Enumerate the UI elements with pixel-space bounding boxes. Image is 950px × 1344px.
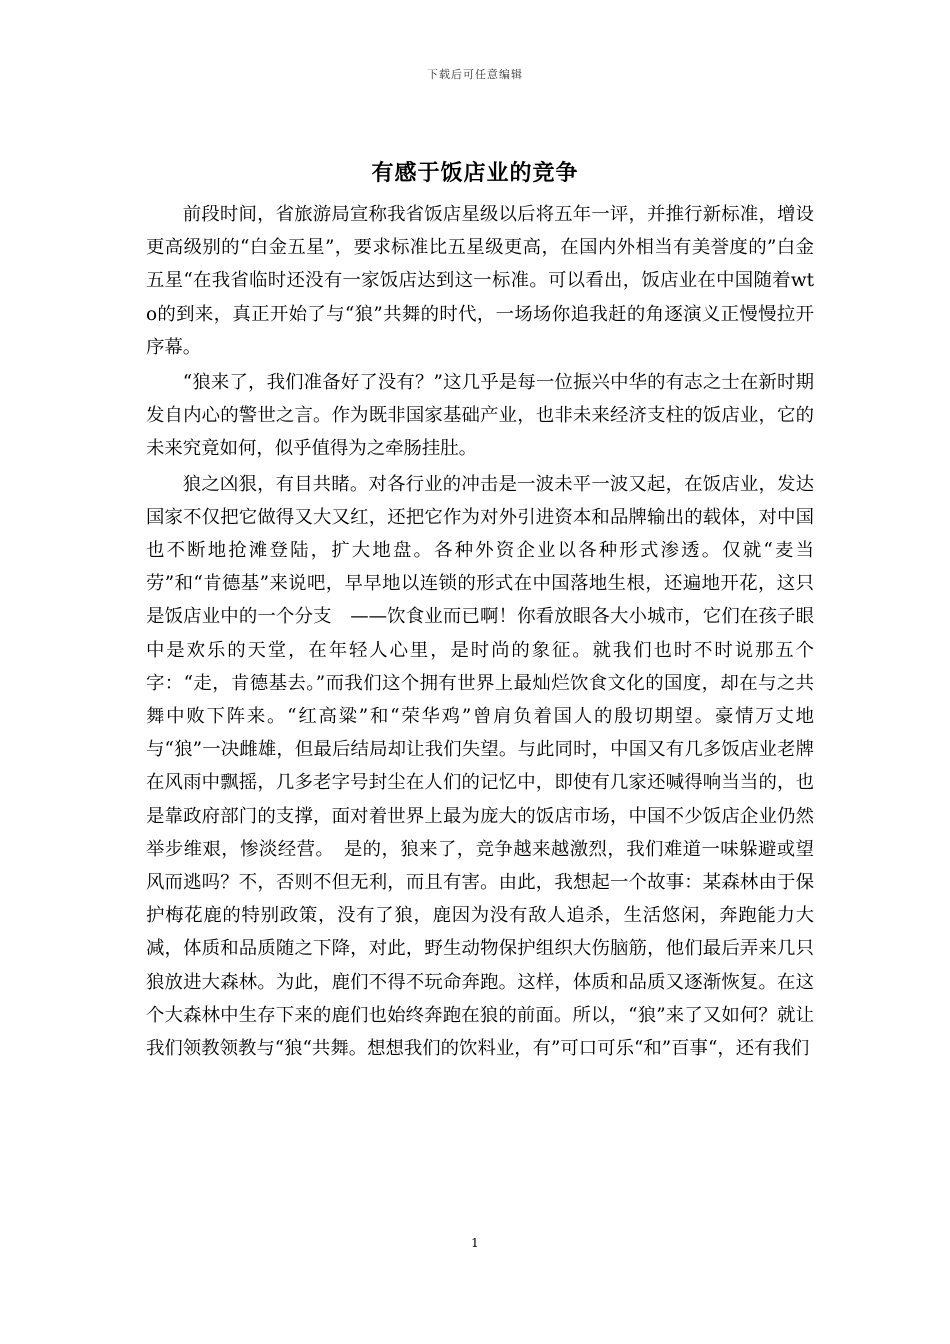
paragraph: 前段时间，省旅游局宣称我省饭店星级以后将五年一评，并推行新标准，增设更高级别的“白金五星”，要求标准比五星级更高，在国内外相当有美誉度的”白金五星“在我省临时还没有一家饭店达到这一标准。可以看出，饭店业在中国随着wto的到来，真正开始了与“狼”共舞的时代，一场场你追我赶的角逐演义正慢慢拉开序幕。 bbox=[146, 204, 814, 358]
document-body bbox=[146, 198, 814, 1067]
document-title: 有感于饭店业的竞争 bbox=[371, 160, 579, 186]
paragraph: “狼来了，我们准备好了没有？”这几乎是每一位振兴中华的有志之士在新时期发自内心的警世之言。作为既非国家基础产业，也非未来经济支柱的饭店业，它的未来究竟如何，似乎值得为之牵肠挂肚。 bbox=[146, 372, 814, 460]
paragraph: 狼之凶狠，有目共睹。对各行业的冲击是一波未平一波又起，在饭店业，发达国家不仅把它做得又大又红，还把它作为对外引进资本和品牌输出的载体，对中国也不断地抢滩登陆，扩大地盘。各种外资企业以各种形式渗透。仅就“麦当劳”和“肯德基”来说吧，早早地以连锁的形式在中国落地生根，还遍地开花，这只是饭店业中的一个分支 ——饮食业而已啊！你看放眼各大小城市，它们在孩子眼中是欢乐的天堂，在年轻人心里，是时尚的象征。就我们也时不时说那五个字：“走，肯德基去。”而我们这个拥有世界上最灿烂饮食文化的国度，却在与之共舞中败下阵来。“红高粱”和“荣华鸡”曾肩负着国人的殷切期望。豪情万丈地与“狼”一决雌雄，但最后结局却让我们失望。与此同时，中国又有几多饭店业老牌在风雨中飘摇，几多老字号封尘在人们的记忆中，即使有几家还喊得响当当的，也是靠政府部门的支撑，面对着世界上最为庞大的饭店市场，中国不少饭店企业仍然举步维艰，惨淡经营。 是的，狼来了，竞争越来越激烈，我们难道一味躲避或望风而逃吗？不，否则不但无利，而且有害。由此，我想起一个故事：某森林由于保护梅花鹿的特别政策，没有了狼，鹿因为没有敌人追杀，生活悠闲，奔跑能力大减，体质和品质随之下降，对此，野生动物保护组织大伤脑筋，他们最后弄来几只狼放进大森林。为此，鹿们不得不玩命奔跑。这样，体质和品质又逐渐恢复。在这个大森林中生存下来的鹿们也始终奔跑在狼的前面。所以，“狼”来了又如何？就让我们领教领教与“狼“共舞。想想我们的饮料业，有”可口可乐“和”百事“，还有我们 bbox=[146, 473, 814, 1060]
page-header: 下载后可任意编辑 bbox=[427, 68, 523, 81]
page-number: 1 bbox=[471, 1236, 479, 1250]
